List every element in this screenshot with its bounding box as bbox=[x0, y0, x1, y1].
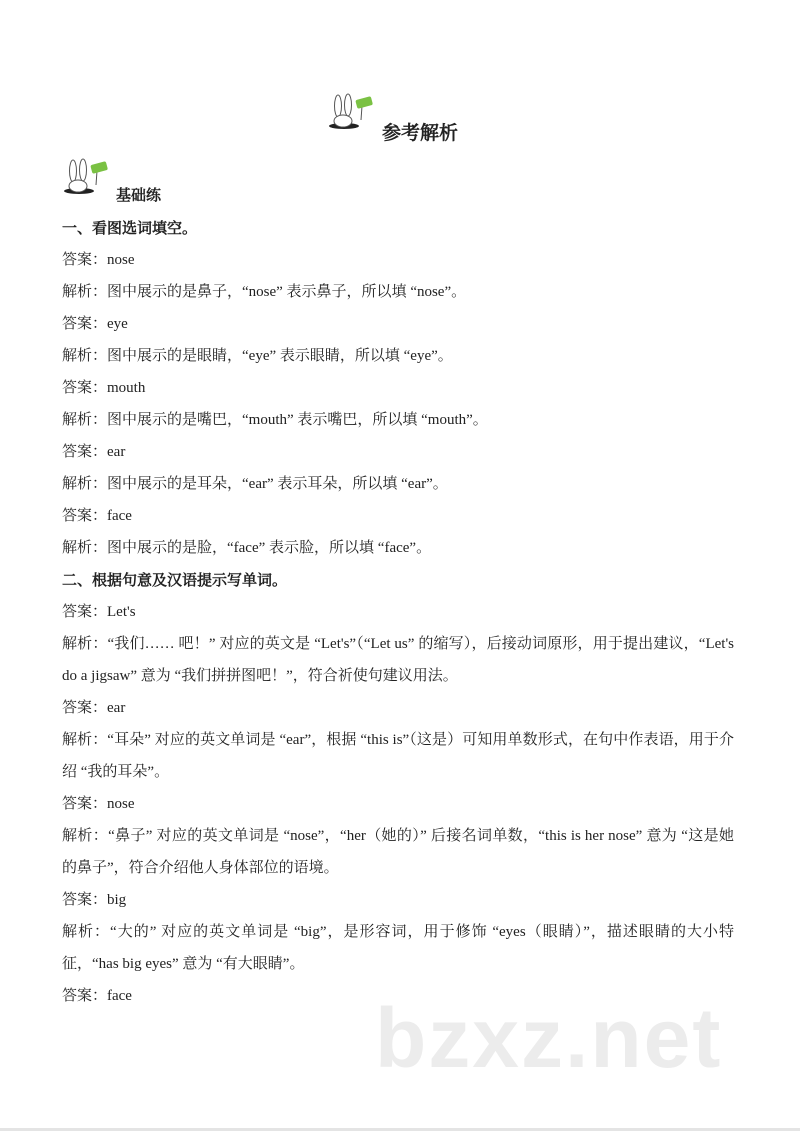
analysis-line: 解析：图中展示的是脸，“face” 表示脸，所以填 “face”。 bbox=[62, 540, 432, 556]
answer-line: 答案：eye bbox=[62, 316, 128, 332]
analysis-paragraph: 解析：“大的” 对应的英文单词是 “big”，是形容词，用于修饰 “eyes（眼睛）”，描述眼睛的大小特征，“has big eyes” 意为 “有大眼睛”。 bbox=[62, 924, 734, 972]
answer-line: 答案：ear bbox=[62, 700, 126, 716]
answer-line: 答案：big bbox=[62, 892, 127, 908]
analysis-paragraph: 解析：“鼻子” 对应的英文单词是 “nose”，“her（她的）” 后接名词单数，“this is her nose” 意为 “这是她的鼻子”，符合介绍他人身体部位的语境。 bbox=[62, 828, 734, 876]
answer-line: 答案：ear bbox=[62, 444, 126, 460]
bunny-icon bbox=[63, 157, 109, 197]
section-heading: 二、根据句意及汉语提示写单词。 bbox=[62, 571, 288, 589]
analysis-paragraph: 解析：“我们…… 吧！” 对应的英文是 “Let's”（“Let us” 的缩写），后接动词原形，用于提出建议，“Let's do a jigsaw” 意为 “我们拼拼图吧！”，符合祈使句建议用法。 bbox=[62, 636, 734, 684]
answer-line: 答案：face bbox=[62, 988, 132, 1004]
answer-line: 答案：nose bbox=[62, 252, 135, 268]
page-title: 参考解析 bbox=[382, 122, 459, 144]
analysis-line: 解析：图中展示的是眼睛，“eye” 表示眼睛，所以填 “eye”。 bbox=[62, 348, 453, 364]
answer-content bbox=[62, 212, 734, 1012]
analysis-paragraph: 解析：“耳朵” 对应的英文单词是 “ear”，根据 “this is”（这是）可知用单数形式，在句中作表语，用于介绍 “我的耳朵”。 bbox=[62, 732, 734, 780]
answer-line: 答案：mouth bbox=[62, 380, 146, 396]
analysis-line: 解析：图中展示的是嘴巴，“mouth” 表示嘴巴，所以填 “mouth”。 bbox=[62, 412, 488, 428]
analysis-line: 解析：图中展示的是鼻子，“nose” 表示鼻子，所以填 “nose”。 bbox=[62, 284, 467, 300]
section-heading: 一、看图选词填空。 bbox=[62, 219, 198, 237]
analysis-line: 解析：图中展示的是耳朵，“ear” 表示耳朵，所以填 “ear”。 bbox=[62, 476, 448, 492]
answer-line: 答案：Let's bbox=[62, 604, 136, 620]
section-subtitle: 基础练 bbox=[116, 186, 162, 204]
answer-line: 答案：nose bbox=[62, 796, 135, 812]
page-bottom-divider bbox=[0, 1128, 800, 1131]
answer-line: 答案：face bbox=[62, 508, 132, 524]
bunny-icon bbox=[328, 92, 374, 132]
watermark: bzxz.net bbox=[375, 991, 723, 1085]
